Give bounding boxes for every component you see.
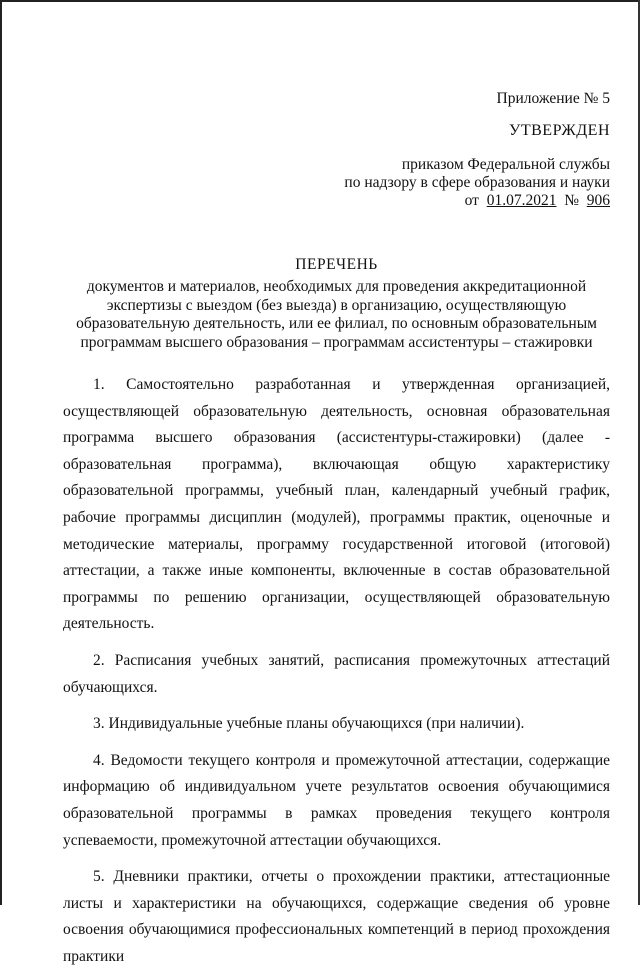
- list-item: 3. Индивидуальные учебные планы обучающихся (при наличии).: [93, 715, 525, 733]
- order-date-line: [63, 192, 610, 210]
- annex-number: Приложение № 5: [496, 90, 610, 107]
- title-heading: ПЕРЕЧЕНЬ: [295, 256, 378, 273]
- document-body: [63, 372, 610, 970]
- subtitle-line: программам высшего образования – программам ассистентуры – стажировки: [80, 333, 593, 351]
- scan-edge-left: [0, 0, 2, 905]
- subtitle-line: документов и материалов, необходимых для проведения аккредитационной: [86, 278, 587, 295]
- list-item: 1. Самостоятельно разработанная и утвержденная организацией, осуществляющей образовательную деятельность, основная образовательная программа высшего образования (ассистентуры-стажировки) (далее - образовательная программа), включающая общую характеристику образовательной программы, учебный план, календарный учебный график, рабочие программы дисциплин (модулей), программы практик, оценочные и методические материалы, программу государственной итоговой (итоговой) аттестации, а также иные компоненты, включенные в состав образовательной программы по решению организации, осуществляющей образовательную деятельность.: [63, 376, 610, 633]
- order-date: 01.07.2021: [486, 192, 557, 209]
- order-number: 906: [586, 192, 610, 209]
- order-prefix: от: [464, 192, 479, 209]
- order-line-2: по надзору в сфере образования и науки: [344, 174, 610, 191]
- list-item: 4. Ведомости текущего контроля и промежуточной аттестации, содержащие информацию об индивидуальном учете результатов освоения обучающимися образовательной программы в рамках проведения текущего контроля успеваемости, промежуточной аттестации обучающихся.: [63, 751, 610, 849]
- title-subtitle: [63, 278, 610, 352]
- list-item: 5. Дневники практики, отчеты о прохождении практики, аттестационные листы и характеристики на обучающихся, содержащие сведения об уровне освоения обучающимися профессиональных компетенций в период прохождения практики: [63, 868, 610, 965]
- approval-header: [63, 90, 610, 210]
- order-reference: [63, 156, 610, 210]
- subtitle-line: образовательную деятельность, или ее филиал, по основным образовательным: [76, 315, 597, 332]
- list-item: 2. Расписания учебных занятий, расписания промежуточных аттестаций обучающихся.: [63, 651, 610, 696]
- document-title: [63, 256, 610, 352]
- subtitle-line: экспертизы с выездом (без выезда) в организацию, осуществляющую: [106, 296, 567, 314]
- approved-label: УТВЕРЖДЕН: [509, 122, 610, 139]
- order-number-sign: №: [564, 192, 579, 209]
- scan-edge-top: [0, 0, 640, 2]
- order-line-1: приказом Федеральной службы: [401, 156, 610, 173]
